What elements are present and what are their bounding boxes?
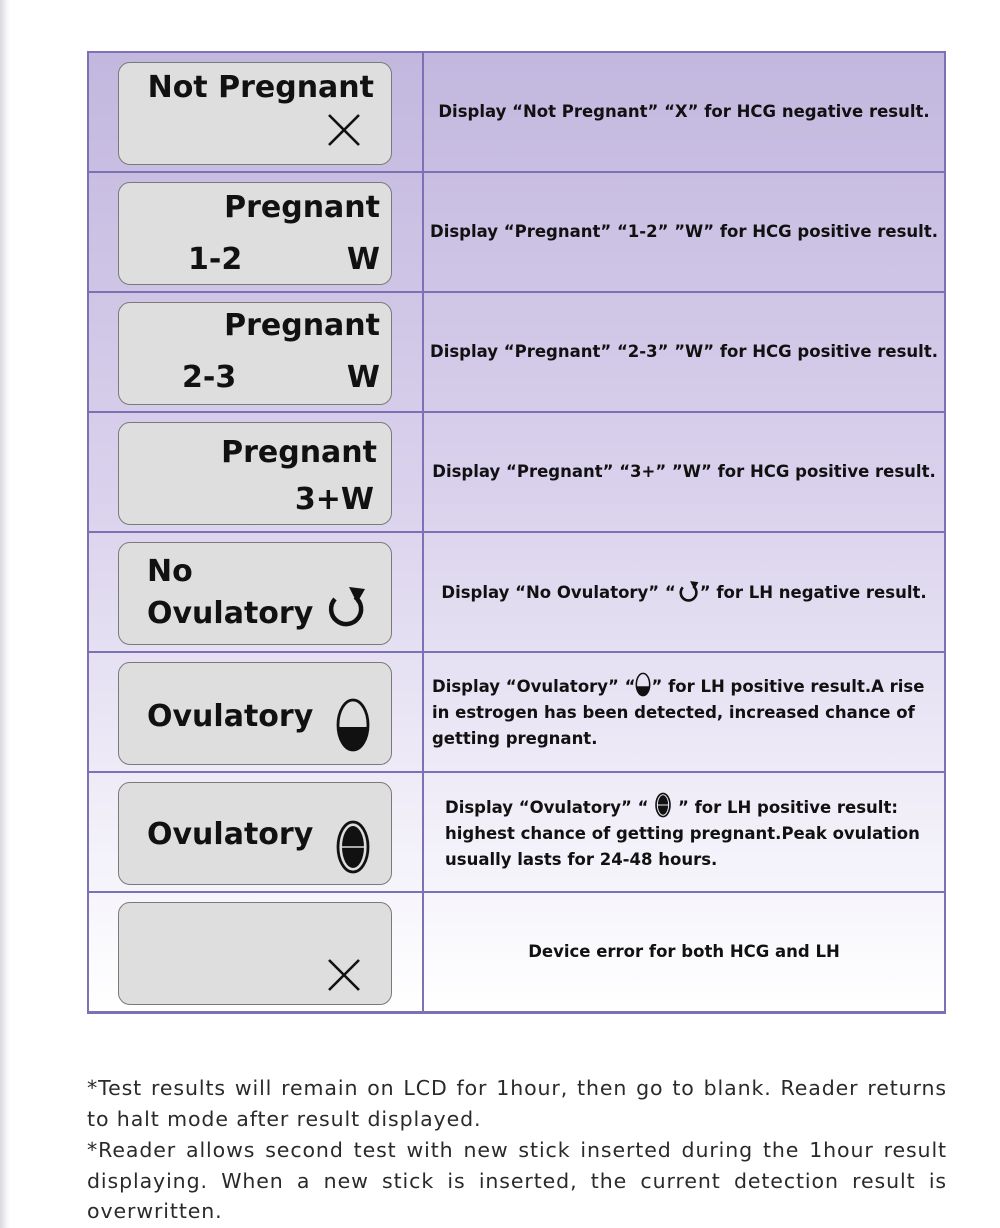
half-filled-oval-icon xyxy=(335,697,371,753)
description-text xyxy=(441,579,926,606)
column-divider xyxy=(422,53,424,1012)
result-description xyxy=(424,773,944,891)
result-display-table xyxy=(87,51,946,1014)
result-description xyxy=(424,413,944,531)
table-row xyxy=(89,653,944,773)
page-edge-shadow xyxy=(0,0,10,1228)
lcd-display-pregnant-1-2 xyxy=(118,182,392,285)
lcd-display-device-error xyxy=(118,902,392,1005)
lcd-display-no-ovulatory xyxy=(118,542,392,645)
table-row xyxy=(89,773,944,893)
lcd-range: 1-2 xyxy=(188,242,243,277)
filled-oval-icon xyxy=(654,792,672,818)
table-row xyxy=(89,53,944,173)
lcd-line1: Ovulatory xyxy=(147,817,314,852)
description-text: Display “Pregnant” “2-3” ”W” for HCG positive result. xyxy=(430,342,938,361)
table-row xyxy=(89,893,944,1013)
table-row xyxy=(89,533,944,653)
lcd-display-pregnant-2-3 xyxy=(118,302,392,405)
result-description xyxy=(424,173,944,291)
table-row xyxy=(89,413,944,533)
lcd-unit: W xyxy=(346,242,380,277)
description-text: Display “Pregnant” “3+” ”W” for HCG positive result. xyxy=(432,462,936,481)
lcd-display-not-pregnant xyxy=(118,62,392,165)
desc-part: Display “Ovulatory” “ xyxy=(445,797,655,817)
result-description xyxy=(424,533,944,651)
description-text xyxy=(445,792,938,873)
lcd-unit: W xyxy=(346,360,380,395)
note-lcd-timeout: *Test results will remain on LCD for 1hour, then go to blank. Reader returns to halt mode after result displayed. xyxy=(87,1076,947,1131)
x-icon xyxy=(327,958,361,992)
lcd-line1: Not Pregnant xyxy=(147,70,374,105)
description-text xyxy=(432,672,938,752)
desc-part: ” for LH negative result. xyxy=(699,582,927,602)
lcd-line1: No xyxy=(147,554,193,589)
lcd-display-pregnant-3plus xyxy=(118,422,392,525)
desc-part: ” for LH positive result: highest chance of getting pregnant.Peak ovulation usually lasts for 24-48 hours. xyxy=(445,797,920,869)
result-description xyxy=(424,53,944,171)
lcd-line2: Ovulatory xyxy=(147,596,314,631)
table-row xyxy=(89,173,944,293)
description-text: Display “Pregnant” “1-2” ”W” for HCG positive result. xyxy=(430,222,938,241)
lcd-line1: Pregnant xyxy=(221,435,377,470)
note-second-test: *Reader allows second test with new stick inserted during the 1hour result displaying. When a new stick is inserted, the current detection result is overwritten. xyxy=(87,1138,947,1223)
description-text: Display “Not Pregnant” “X” for HCG negative result. xyxy=(438,102,930,121)
description-text: Device error for both HCG and LH xyxy=(528,942,840,961)
lcd-display-ovulatory-full xyxy=(118,782,392,885)
lcd-line1: Pregnant xyxy=(224,190,380,225)
lcd-line1: Pregnant xyxy=(224,308,380,343)
desc-part: ” for LH positive result.A rise in estrogen has been detected, increased chance of getting pregnant. xyxy=(432,677,925,748)
lcd-display-ovulatory-half xyxy=(118,662,392,765)
refresh-arrow-icon xyxy=(323,583,367,629)
x-icon xyxy=(327,113,361,147)
half-filled-oval-icon xyxy=(635,672,651,697)
desc-part: Display “Ovulatory” “ xyxy=(432,677,636,696)
desc-part: Display “No Ovulatory” “ xyxy=(441,582,676,602)
result-description xyxy=(424,893,944,1011)
refresh-arrow-icon xyxy=(676,579,700,603)
table-row xyxy=(89,293,944,413)
lcd-line1: Ovulatory xyxy=(147,699,314,734)
result-description xyxy=(424,293,944,411)
lcd-line2: 3+W xyxy=(294,482,374,517)
filled-oval-icon xyxy=(335,819,371,875)
lcd-range: 2-3 xyxy=(182,360,237,395)
result-description xyxy=(424,653,944,771)
